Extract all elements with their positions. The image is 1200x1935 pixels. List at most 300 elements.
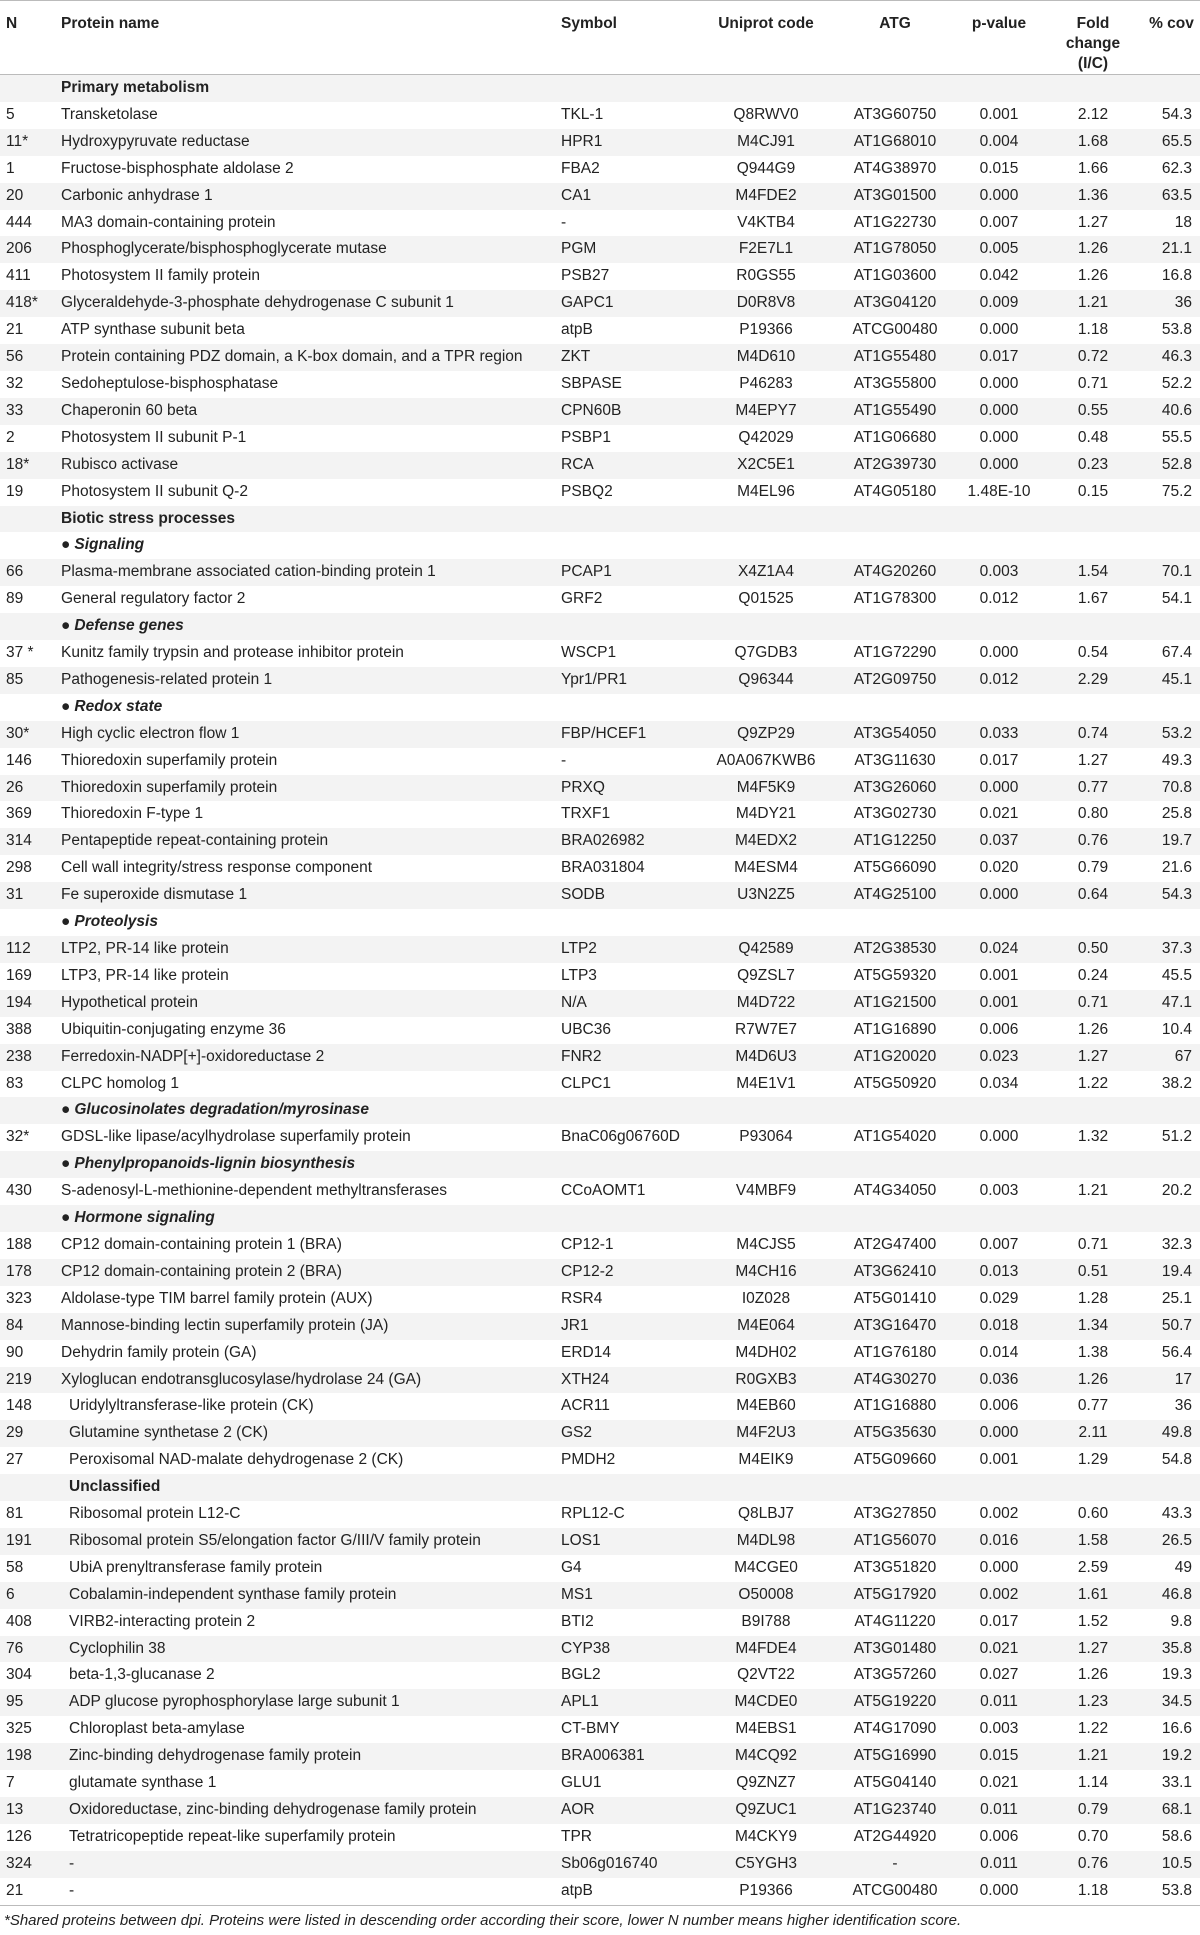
cell-cov: 19.4: [1143, 1259, 1200, 1286]
bullet-icon: ●: [61, 913, 71, 931]
cell-symbol: BnaC06g06760D: [561, 1128, 680, 1146]
cell-p-value: 0.000: [979, 1128, 1019, 1146]
cell-p-value: 0.042: [979, 267, 1019, 285]
table-row: [0, 1689, 1200, 1716]
subsection-title: [55, 1205, 1200, 1232]
cell-p-value: 0.016: [955, 1528, 1043, 1555]
subsection-label: Glucosinolates degradation/myrosinase: [74, 1101, 369, 1119]
cell-cov: 10.5: [1143, 1851, 1200, 1878]
bullet-icon: ●: [61, 1209, 71, 1227]
subsection-header-row: [0, 909, 1200, 936]
table-row: [0, 1555, 1200, 1582]
cell-p-value: 1.48E-10: [967, 482, 1031, 500]
cell-fold-change: 1.28: [1077, 1289, 1109, 1307]
cell-uniprot-code: U3N2Z5: [697, 882, 835, 909]
cell-p-value: 0.002: [955, 1582, 1043, 1609]
cell-uniprot-code: R0GXB3: [697, 1367, 835, 1394]
section-header-row: [0, 1474, 1200, 1501]
cell-fold-change: 0.74: [1043, 721, 1143, 748]
cell-protein-name: Aldolase-type TIM barrel family protein (AUX): [61, 1289, 373, 1307]
cell-symbol: TPR: [561, 1827, 592, 1845]
cell-cov: 21.1: [1143, 236, 1200, 263]
bullet-icon: ●: [61, 536, 71, 554]
cell-uniprot-code: M4CJ91: [697, 129, 835, 156]
cell-symbol: G4: [561, 1558, 582, 1576]
cell-p-value: 0.001: [979, 1451, 1019, 1469]
table-row: [0, 828, 1200, 855]
subsection-label: Defense genes: [74, 617, 184, 635]
cell-symbol: CP12-1: [561, 1235, 614, 1253]
cell-symbol: JR1: [555, 1313, 697, 1340]
table-row: [0, 559, 1200, 586]
cell-n: 19: [6, 482, 24, 500]
subsection-header-row: [0, 613, 1200, 640]
cell-atg: AT4G17090: [853, 1720, 937, 1738]
cell-protein-name: Thioredoxin superfamily protein: [61, 751, 278, 769]
cell-uniprot-code: M4CGE0: [734, 1558, 798, 1576]
cell-cov: 46.3: [1143, 344, 1200, 371]
cell-atg: AT4G30270: [835, 1367, 955, 1394]
table-row: [0, 667, 1200, 694]
cell-symbol: FNR2: [555, 1044, 697, 1071]
cell-symbol: FBP/HCEF1: [555, 721, 697, 748]
cell-symbol: LTP3: [561, 966, 597, 984]
cell-symbol: PSBP1: [561, 428, 611, 446]
cell-uniprot-code: M4CKY9: [734, 1827, 798, 1845]
subsection-label: Hormone signaling: [74, 1209, 215, 1227]
cell-p-value: 0.020: [979, 859, 1019, 877]
cell-p-value: 0.037: [955, 828, 1043, 855]
cell-n: 169: [6, 966, 32, 984]
cell-fold-change: 1.22: [1077, 1720, 1109, 1738]
header-fold-change: Fold change (I/C): [1065, 15, 1121, 72]
cell-fold-change: 1.32: [1077, 1128, 1109, 1146]
cell-n: 194: [0, 990, 55, 1017]
cell-atg: AT1G68010: [835, 129, 955, 156]
cell-fold-change: 1.54: [1043, 559, 1143, 586]
cell-atg: AT2G09750: [835, 667, 955, 694]
table-row: [0, 371, 1200, 398]
cell-n: 325: [6, 1720, 32, 1738]
header-uniprot-code: Uniprot code: [718, 15, 814, 32]
cell-fold-change: 0.48: [1077, 428, 1109, 446]
cell-n: 6: [0, 1582, 55, 1609]
cell-uniprot-code: M4EBS1: [735, 1720, 797, 1738]
cell-cov: 16.8: [1161, 267, 1192, 285]
cell-n: [0, 613, 55, 640]
cell-protein-name: Rubisco activase: [55, 452, 555, 479]
cell-cov: 75.2: [1161, 482, 1192, 500]
cell-cov: 54.3: [1143, 882, 1200, 909]
cell-protein-name: beta-1,3-glucanase 2: [69, 1666, 215, 1684]
cell-cov: 45.1: [1143, 667, 1200, 694]
cell-p-value: 0.009: [955, 290, 1043, 317]
subsection-title: [55, 613, 1200, 640]
cell-uniprot-code: M4ESM4: [734, 859, 798, 877]
table-row: [0, 452, 1200, 479]
cell-p-value: 0.017: [979, 751, 1019, 769]
cell-n: [0, 1474, 55, 1501]
cell-fold-change: 1.52: [1077, 1612, 1109, 1630]
cell-protein-name: Mannose-binding lectin superfamily protein (JA): [55, 1313, 555, 1340]
cell-symbol: CT-BMY: [561, 1720, 620, 1738]
cell-atg: -: [835, 1851, 955, 1878]
cell-uniprot-code: M4FDE2: [697, 183, 835, 210]
cell-protein-name: Plasma-membrane associated cation-binding protein 1: [55, 559, 555, 586]
cell-symbol: SBPASE: [561, 374, 622, 392]
cell-symbol: XTH24: [555, 1367, 697, 1394]
cell-cov: 67.4: [1161, 644, 1192, 662]
cell-symbol: BTI2: [561, 1612, 594, 1630]
table-row: [0, 102, 1200, 129]
cell-atg: AT5G04140: [853, 1774, 937, 1792]
cell-symbol: CYP38: [555, 1636, 697, 1663]
cell-symbol: RCA: [555, 452, 697, 479]
cell-cov: 38.2: [1161, 1074, 1192, 1092]
cell-p-value: 0.021: [979, 1774, 1019, 1792]
cell-p-value: 0.000: [955, 452, 1043, 479]
cell-cov: 65.5: [1143, 129, 1200, 156]
header-symbol: Symbol: [561, 15, 617, 32]
cell-n: 31: [0, 882, 55, 909]
cell-symbol: TKL-1: [561, 105, 604, 123]
cell-symbol: CA1: [555, 183, 697, 210]
cell-uniprot-code: M4DH02: [735, 1343, 797, 1361]
cell-fold-change: 1.22: [1077, 1074, 1109, 1092]
cell-atg: AT1G76180: [853, 1343, 937, 1361]
cell-p-value: 0.027: [979, 1666, 1019, 1684]
cell-cov: 51.2: [1161, 1128, 1192, 1146]
cell-cov: 54.3: [1161, 105, 1192, 123]
cell-protein-name: General regulatory factor 2: [61, 590, 246, 608]
cell-p-value: 0.000: [979, 428, 1019, 446]
cell-atg: AT1G20020: [835, 1044, 955, 1071]
cell-cov: 20.2: [1161, 1182, 1192, 1200]
cell-uniprot-code: R7W7E7: [734, 1020, 798, 1038]
cell-fold-change: 0.72: [1043, 344, 1143, 371]
section-title: Unclassified: [55, 1474, 1200, 1501]
cell-fold-change: 0.76: [1043, 828, 1143, 855]
subsection-title: [55, 1097, 1200, 1124]
table-row: [0, 290, 1200, 317]
cell-p-value: 0.003: [979, 1720, 1019, 1738]
cell-protein-name: CLPC homolog 1: [61, 1074, 180, 1092]
cell-protein-name: -: [69, 1881, 75, 1899]
table-row: [0, 1124, 1200, 1151]
cell-symbol: CPN60B: [555, 398, 697, 425]
cell-p-value: 0.036: [955, 1367, 1043, 1394]
cell-n: 5: [6, 105, 15, 123]
cell-p-value: 0.034: [979, 1074, 1019, 1092]
cell-n: 206: [0, 236, 55, 263]
subsection-header-row: [0, 1205, 1200, 1232]
cell-protein-name: Photosystem II subunit Q-2: [61, 482, 248, 500]
cell-protein-name: Peroxisomal NAD-malate dehydrogenase 2 (CK): [69, 1451, 404, 1469]
subsection-title: [55, 694, 1200, 721]
cell-atg: AT1G22730: [853, 213, 937, 231]
cell-atg: AT5G35630: [835, 1420, 955, 1447]
cell-atg: AT1G56070: [835, 1528, 955, 1555]
cell-protein-name: Glutamine synthetase 2 (CK): [55, 1420, 555, 1447]
cell-fold-change: 0.55: [1043, 398, 1143, 425]
cell-n: 58: [6, 1558, 24, 1576]
cell-cov: 35.8: [1143, 1636, 1200, 1663]
cell-cov: 49: [1174, 1558, 1192, 1576]
table-row: [0, 1178, 1200, 1205]
table-row: [0, 183, 1200, 210]
cell-cov: 45.5: [1161, 966, 1192, 984]
cell-atg: AT3G01480: [835, 1636, 955, 1663]
cell-atg: AT5G16990: [835, 1743, 955, 1770]
cell-protein-name: Thioredoxin superfamily protein: [55, 775, 555, 802]
cell-p-value: 0.023: [955, 1044, 1043, 1071]
cell-cov: 53.8: [1161, 321, 1192, 339]
cell-atg: AT3G55800: [853, 374, 937, 392]
cell-symbol: LTP2: [555, 936, 697, 963]
cell-p-value: 0.005: [955, 236, 1043, 263]
table-row: [0, 882, 1200, 909]
cell-symbol: UBC36: [561, 1020, 611, 1038]
cell-n: 323: [6, 1289, 32, 1307]
subsection-title: [55, 909, 1200, 936]
cell-fold-change: 0.60: [1077, 1505, 1109, 1523]
cell-cov: 25.8: [1161, 805, 1192, 823]
cell-p-value: 0.033: [955, 721, 1043, 748]
cell-cov: 53.2: [1143, 721, 1200, 748]
section-title: Primary metabolism: [55, 75, 1200, 102]
cell-symbol: BRA031804: [561, 859, 645, 877]
cell-fold-change: 0.71: [1043, 990, 1143, 1017]
cell-uniprot-code: B9I788: [741, 1612, 791, 1630]
cell-cov: 40.6: [1143, 398, 1200, 425]
cell-symbol: GRF2: [561, 590, 603, 608]
cell-n: [0, 75, 55, 102]
cell-p-value: 0.000: [955, 398, 1043, 425]
cell-fold-change: 1.66: [1077, 159, 1109, 177]
cell-symbol: CP12-2: [555, 1259, 697, 1286]
cell-n: 408: [6, 1612, 32, 1630]
cell-uniprot-code: I0Z028: [741, 1289, 791, 1307]
cell-atg: AT1G23740: [835, 1797, 955, 1824]
cell-cov: 46.8: [1143, 1582, 1200, 1609]
cell-protein-name: S-adenosyl-L-methionine-dependent methyltransferases: [61, 1182, 447, 1200]
table-row: [0, 1824, 1200, 1851]
cell-atg: AT3G51820: [853, 1558, 937, 1576]
cell-p-value: 0.015: [979, 159, 1019, 177]
cell-protein-name: Carbonic anhydrase 1: [55, 183, 555, 210]
cell-fold-change: 2.12: [1077, 105, 1109, 123]
cell-uniprot-code: Q8RWV0: [733, 105, 799, 123]
table-row: [0, 963, 1200, 990]
cell-symbol: N/A: [555, 990, 697, 1017]
cell-n: 178: [0, 1259, 55, 1286]
cell-fold-change: 1.61: [1043, 1582, 1143, 1609]
cell-atg: AT3G04120: [835, 290, 955, 317]
cell-atg: AT3G60750: [853, 105, 937, 123]
cell-n: 148: [6, 1397, 32, 1415]
cell-atg: AT4G05180: [853, 482, 937, 500]
cell-protein-name: Thioredoxin F-type 1: [61, 805, 204, 823]
cell-protein-name: Chaperonin 60 beta: [55, 398, 555, 425]
cell-n: 11*: [0, 129, 55, 156]
cell-p-value: 0.014: [979, 1343, 1019, 1361]
cell-p-value: 0.000: [955, 183, 1043, 210]
cell-uniprot-code: M4D6U3: [697, 1044, 835, 1071]
table-header: [0, 1, 1200, 75]
cell-n: 81: [6, 1505, 24, 1523]
cell-cov: 16.6: [1161, 1720, 1192, 1738]
cell-protein-name: LTP2, PR-14 like protein: [55, 936, 555, 963]
cell-uniprot-code: V4KTB4: [737, 213, 795, 231]
cell-symbol: TRXF1: [561, 805, 611, 823]
cell-uniprot-code: M4D610: [697, 344, 835, 371]
cell-protein-name: LTP3, PR-14 like protein: [61, 966, 229, 984]
cell-uniprot-code: M4EDX2: [697, 828, 835, 855]
table-row: [0, 344, 1200, 371]
cell-fold-change: 1.18: [1077, 321, 1109, 339]
cell-symbol: BRA026982: [555, 828, 697, 855]
cell-fold-change: 0.77: [1043, 775, 1143, 802]
cell-n: 314: [0, 828, 55, 855]
cell-fold-change: 1.34: [1043, 1313, 1143, 1340]
cell-cov: 50.7: [1143, 1313, 1200, 1340]
table-row: [0, 1367, 1200, 1394]
cell-atg: AT1G03600: [853, 267, 937, 285]
cell-uniprot-code: M4EIK9: [738, 1451, 794, 1469]
cell-cov: 49.8: [1143, 1420, 1200, 1447]
cell-symbol: RSR4: [561, 1289, 603, 1307]
table-row: [0, 1393, 1200, 1420]
cell-n: 238: [0, 1044, 55, 1071]
bullet-icon: ●: [61, 697, 71, 715]
cell-protein-name: Hypothetical protein: [55, 990, 555, 1017]
cell-n: 13: [0, 1797, 55, 1824]
cell-uniprot-code: P19366: [739, 1881, 793, 1899]
cell-symbol: LOS1: [555, 1528, 697, 1555]
cell-fold-change: 1.67: [1077, 590, 1109, 608]
cell-fold-change: 1.27: [1077, 213, 1109, 231]
cell-symbol: ERD14: [561, 1343, 611, 1361]
cell-n: 444: [6, 213, 32, 231]
table-row: [0, 721, 1200, 748]
cell-symbol: BRA006381: [555, 1743, 697, 1770]
cell-cov: 54.8: [1161, 1451, 1192, 1469]
cell-uniprot-code: Q96344: [697, 667, 835, 694]
cell-n: 37 *: [6, 644, 34, 662]
table-row: [0, 1340, 1200, 1367]
cell-protein-name: Oxidoreductase, zinc-binding dehydrogenase family protein: [55, 1797, 555, 1824]
cell-fold-change: 1.38: [1077, 1343, 1109, 1361]
cell-uniprot-code: M4E064: [697, 1313, 835, 1340]
cell-symbol: Ypr1/PR1: [555, 667, 697, 694]
subsection-header-row: [0, 532, 1200, 559]
cell-n: 126: [6, 1827, 32, 1845]
subsection-header-row: [0, 1097, 1200, 1124]
cell-n: [0, 506, 55, 533]
cell-p-value: 0.002: [979, 1505, 1019, 1523]
cell-p-value: 0.003: [979, 1182, 1019, 1200]
cell-protein-name: Tetratricopeptide repeat-like superfamily protein: [69, 1827, 396, 1845]
cell-n: 90: [6, 1343, 24, 1361]
cell-symbol: WSCP1: [561, 644, 617, 662]
cell-uniprot-code: X4Z1A4: [697, 559, 835, 586]
subsection-title: [55, 1151, 1200, 1178]
cell-symbol: PSBQ2: [561, 482, 613, 500]
cell-symbol: PMDH2: [561, 1451, 616, 1469]
cell-p-value: 0.000: [979, 321, 1019, 339]
cell-p-value: 0.000: [955, 882, 1043, 909]
table-row: [0, 1259, 1200, 1286]
cell-n: 188: [6, 1235, 32, 1253]
cell-cov: 36: [1143, 290, 1200, 317]
table-row: [0, 479, 1200, 506]
cell-cov: 68.1: [1143, 1797, 1200, 1824]
cell-p-value: 0.018: [955, 1313, 1043, 1340]
cell-cov: 19.3: [1161, 1666, 1192, 1684]
table-row: [0, 990, 1200, 1017]
cell-n: 219: [0, 1367, 55, 1394]
cell-p-value: 0.001: [979, 966, 1019, 984]
cell-p-value: 0.013: [955, 1259, 1043, 1286]
cell-cov: 67: [1143, 1044, 1200, 1071]
cell-n: 30*: [0, 721, 55, 748]
cell-fold-change: 0.51: [1043, 1259, 1143, 1286]
cell-protein-name: Fe superoxide dismutase 1: [55, 882, 555, 909]
cell-protein-name: Photosystem II subunit P-1: [61, 428, 247, 446]
cell-symbol: GLU1: [561, 1774, 602, 1792]
cell-protein-name: Xyloglucan endotransglucosylase/hydrolase 24 (GA): [55, 1367, 555, 1394]
table-row: [0, 1609, 1200, 1636]
cell-protein-name: Fructose-bisphosphate aldolase 2: [61, 159, 294, 177]
cell-cov: 18: [1174, 213, 1192, 231]
cell-symbol: FBA2: [561, 159, 600, 177]
cell-uniprot-code: Q9ZUC1: [697, 1797, 835, 1824]
cell-p-value: 0.024: [955, 936, 1043, 963]
cell-n: 27: [6, 1451, 24, 1469]
table-row: [0, 1878, 1200, 1905]
table-row: [0, 1797, 1200, 1824]
cell-fold-change: 1.58: [1043, 1528, 1143, 1555]
cell-cov: 34.5: [1143, 1689, 1200, 1716]
cell-symbol: -: [561, 213, 567, 231]
cell-atg: AT1G16890: [853, 1020, 937, 1038]
table-row: [0, 855, 1200, 882]
cell-symbol: atpB: [561, 1881, 593, 1899]
cell-atg: AT1G72290: [853, 644, 937, 662]
cell-uniprot-code: M4D722: [697, 990, 835, 1017]
cell-p-value: 0.004: [955, 129, 1043, 156]
cell-atg: AT3G01500: [835, 183, 955, 210]
cell-p-value: 0.021: [979, 805, 1019, 823]
cell-p-value: 0.006: [979, 1020, 1019, 1038]
cell-atg: AT3G62410: [835, 1259, 955, 1286]
cell-uniprot-code: M4F2U3: [697, 1420, 835, 1447]
table-row: [0, 317, 1200, 344]
cell-p-value: 0.003: [955, 559, 1043, 586]
cell-cov: 19.7: [1143, 828, 1200, 855]
cell-uniprot-code: Q9ZNZ7: [736, 1774, 796, 1792]
cell-n: 7: [6, 1774, 15, 1792]
cell-atg: AT5G09660: [853, 1451, 937, 1469]
table-row: [0, 1743, 1200, 1770]
cell-uniprot-code: P19366: [739, 321, 793, 339]
cell-uniprot-code: A0A067KWB6: [716, 751, 816, 769]
cell-fold-change: 0.71: [1077, 374, 1109, 392]
cell-symbol: -: [561, 751, 567, 769]
table-row: [0, 936, 1200, 963]
cell-cov: 56.4: [1161, 1343, 1192, 1361]
cell-protein-name: Zinc-binding dehydrogenase family protein: [55, 1743, 555, 1770]
